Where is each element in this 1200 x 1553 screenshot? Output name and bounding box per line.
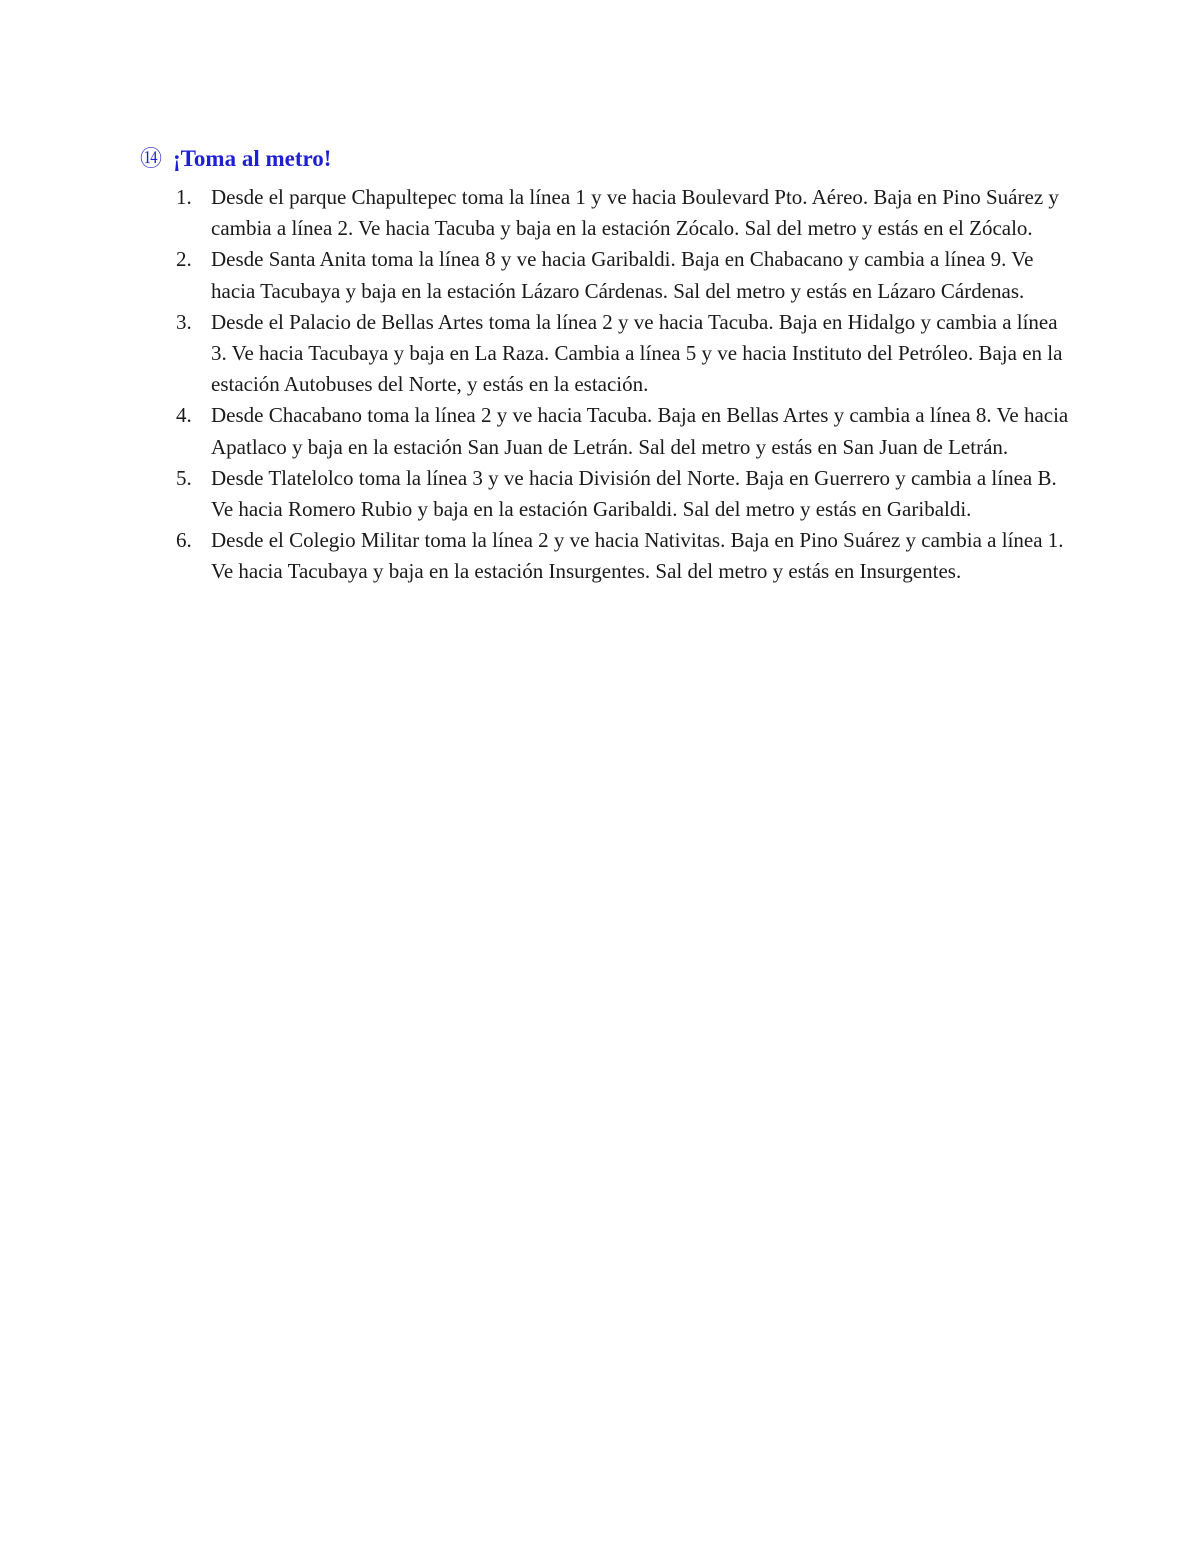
list-item-text: Desde Santa Anita toma la línea 8 y ve hacia Garibaldi. Baja en Chabacano y cambia a línea 9. Ve hacia Tacubaya y baja en la estación Lázaro Cárdenas. Sal del metro y estás en Lázaro Cárdenas. [211, 247, 1034, 303]
list-item-number: 3. [176, 309, 192, 334]
list-item-text: Desde Tlatelolco toma la línea 3 y ve hacia División del Norte. Baja en Guerrero y cambia a línea B. Ve hacia Romero Rubio y baja en la estación Garibaldi. Sal del metro y estás en Garibaldi. [211, 465, 1057, 522]
list-item-text: Desde el Colegio Militar toma la línea 2 y ve hacia Nativitas. Baja en Pino Suárez y cambia a línea 1. Ve hacia Tacubaya y baja en la estación Insurgentes. Sal del metro y estás en Insurgentes. [211, 528, 1064, 584]
list-item-number: 4. [176, 403, 192, 428]
list-item-text: Desde el parque Chapultepec toma la línea 1 y ve hacia Boulevard Pto. Aéreo. Baja en Pino Suárez y cambia a línea 2. Ve hacia Tacuba y baja en la estación Zócalo. Sal del metro y estás en el Zócalo. [211, 185, 1059, 241]
list-item-text: Desde el Palacio de Bellas Artes toma la línea 2 y ve hacia Tacuba. Baja en Hidalgo y cambia a línea 3. Ve hacia Tacubaya y baja en La Raza. Cambia a línea 5 y ve hacia Instituto del Petróleo. Baja en la estación Autobuses del Norte, y estás en la estación. [211, 309, 1063, 397]
list-item-number: 1. [176, 185, 192, 209]
list-item-text: Desde Chacabano toma la línea 2 y ve hacia Tacuba. Baja en Bellas Artes y cambia a línea 8. Ve hacia Apatlaco y baja en la estación San Juan de Letrán. Sal del metro y estás en San Juan de Letrán. [211, 403, 1069, 459]
metro-section [140, 140, 1070, 588]
list-item-number: 5. [176, 465, 192, 490]
section-heading [140, 140, 1070, 178]
list-item [140, 307, 1070, 401]
section-title: ¡Toma al metro! [173, 146, 332, 171]
list-item-number: 6. [176, 528, 192, 553]
steps-list [140, 182, 1070, 588]
list-item [140, 463, 1070, 525]
list-item [140, 244, 1070, 306]
list-item-number: 2. [176, 247, 192, 272]
list-item [140, 400, 1070, 462]
list-item [140, 182, 1070, 244]
section-number: ⑭ [140, 146, 162, 171]
list-item [140, 525, 1070, 587]
